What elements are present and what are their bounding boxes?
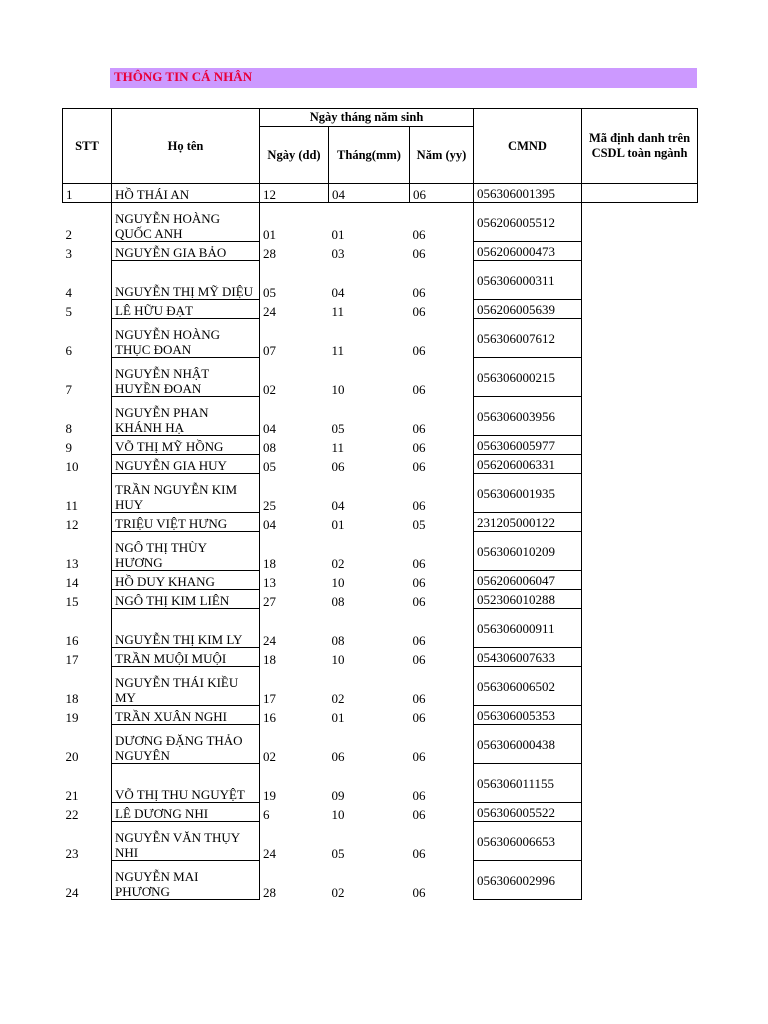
table-row — [63, 590, 698, 609]
cell-year: 06 — [412, 245, 426, 261]
cell-cmnd: 056306010209 — [474, 532, 582, 571]
cell-cmnd: 056306006502 — [474, 667, 582, 706]
header-nam: Năm (yy) — [410, 127, 474, 184]
table-row — [63, 648, 698, 667]
cell-ma-dinh-danh — [582, 706, 698, 725]
cell-month: 02 — [331, 690, 345, 706]
cell-stt: 2 — [65, 226, 72, 242]
cell-name: LÊ HỮU ĐẠT — [112, 300, 260, 319]
cell-year: 06 — [412, 497, 426, 513]
cell-name: NGUYỄN GIA BẢO — [112, 242, 260, 261]
cell-year: 06 — [412, 845, 426, 861]
cell-year: 05 — [412, 516, 426, 532]
cell-stt: 8 — [65, 420, 72, 436]
cell-name: TRẦN MUỘI MUỘI — [112, 648, 260, 667]
cell-month: 01 — [331, 226, 345, 242]
cell-name: NGUYỄN THỊ MỸ DIỆU — [112, 261, 260, 300]
cell-name: NGUYỄN NHẬT HUYỀN ĐOAN — [112, 358, 260, 397]
cell-name: NGÔ THỊ THÙY HƯƠNG — [112, 532, 260, 571]
cell-day: 24 — [263, 303, 276, 319]
cell-day: 02 — [263, 381, 276, 397]
cell-stt: 11 — [65, 497, 79, 513]
student-table — [62, 108, 698, 900]
table-row — [63, 667, 698, 706]
cell-name: NGUYỄN GIA HUY — [112, 455, 260, 474]
cell-name: NGUYỄN THÁI KIỀU MY — [112, 667, 260, 706]
cell-year: 06 — [412, 884, 426, 900]
cell-cmnd: 056306000438 — [474, 725, 582, 764]
cell-ma-dinh-danh — [582, 455, 698, 474]
cell-name: TRIỆU VIỆT HƯNG — [112, 513, 260, 532]
cell-stt: 6 — [65, 342, 72, 358]
cell-day: 05 — [263, 284, 276, 300]
cell-day: 25 — [263, 497, 276, 513]
header-ho-ten: Họ tên — [112, 109, 260, 184]
cell-year: 06 — [412, 651, 426, 667]
cell-year: 06 — [412, 381, 426, 397]
page-title: THÔNG TIN CÁ NHÂN — [114, 69, 253, 84]
cell-day: 05 — [263, 458, 276, 474]
cell-ma-dinh-danh — [582, 764, 698, 803]
table-row — [63, 319, 698, 358]
cell-month: 09 — [331, 787, 345, 803]
cell-month: 10 — [331, 381, 345, 397]
cell-month: 04 — [331, 497, 345, 513]
cell-year: 06 — [412, 787, 426, 803]
cell-month: 02 — [331, 884, 345, 900]
table-row — [63, 609, 698, 648]
cell-ma-dinh-danh — [582, 184, 698, 203]
cell-day: 08 — [263, 439, 276, 455]
cell-month: 10 — [331, 806, 345, 822]
header-cmnd: CMND — [474, 109, 582, 184]
cell-year: 06 — [412, 574, 426, 590]
cell-stt: 23 — [65, 845, 79, 861]
cell-day: 6 — [263, 806, 270, 822]
cell-ma-dinh-danh — [582, 261, 698, 300]
table-row — [63, 764, 698, 803]
cell-year: 06 — [412, 342, 426, 358]
cell-name: NGUYỄN PHAN KHÁNH HẠ — [112, 397, 260, 436]
cell-name: HỒ THÁI AN — [112, 184, 260, 203]
cell-month: 08 — [331, 632, 345, 648]
table-row — [63, 474, 698, 513]
cell-month: 01 — [331, 516, 345, 532]
cell-month: 11 — [331, 439, 345, 455]
cell-cmnd: 231205000122 — [474, 513, 582, 532]
cell-day: 28 — [263, 245, 276, 261]
title-bar — [110, 68, 697, 88]
cell-cmnd: 056306001935 — [474, 474, 582, 513]
cell-stt: 17 — [65, 651, 79, 667]
cell-stt: 5 — [65, 303, 72, 319]
cell-month: 10 — [331, 651, 345, 667]
cell-month: 06 — [331, 458, 345, 474]
header-stt: STT — [63, 109, 112, 184]
cell-name: VÕ THỊ THU NGUYỆT — [112, 764, 260, 803]
cell-cmnd: 056306007612 — [474, 319, 582, 358]
cell-year: 06 — [410, 184, 474, 203]
cell-cmnd: 056206006047 — [474, 571, 582, 590]
cell-year: 06 — [412, 458, 426, 474]
table-row — [63, 261, 698, 300]
cell-ma-dinh-danh — [582, 532, 698, 571]
cell-stt: 20 — [65, 748, 79, 764]
table-row — [63, 203, 698, 242]
cell-ma-dinh-danh — [582, 803, 698, 822]
cell-name: DƯƠNG ĐẶNG THẢO NGUYÊN — [112, 725, 260, 764]
cell-ma-dinh-danh — [582, 242, 698, 261]
table-row — [63, 861, 698, 900]
cell-ma-dinh-danh — [582, 590, 698, 609]
cell-stt: 16 — [65, 632, 79, 648]
table-row — [63, 397, 698, 436]
cell-cmnd: 056206000473 — [474, 242, 582, 261]
table-row — [63, 300, 698, 319]
cell-day: 04 — [263, 420, 276, 436]
cell-stt: 19 — [65, 709, 79, 725]
cell-name: TRẦN XUÂN NGHI — [112, 706, 260, 725]
cell-month: 01 — [331, 709, 345, 725]
cell-cmnd: 056306005522 — [474, 803, 582, 822]
cell-name: VÕ THỊ MỸ HỒNG — [112, 436, 260, 455]
cell-name: NGUYỄN MAI PHƯƠNG — [112, 861, 260, 900]
cell-stt: 3 — [65, 245, 72, 261]
cell-month: 02 — [331, 555, 345, 571]
cell-stt: 15 — [65, 593, 79, 609]
header-ngay-thang-nam-sinh: Ngày tháng năm sinh — [260, 109, 474, 127]
cell-cmnd: 056206006331 — [474, 455, 582, 474]
cell-ma-dinh-danh — [582, 609, 698, 648]
cell-year: 06 — [412, 806, 426, 822]
cell-year: 06 — [412, 748, 426, 764]
cell-name: NGUYỄN VĂN THỤY NHI — [112, 822, 260, 861]
cell-stt: 1 — [63, 184, 112, 203]
table-row — [63, 184, 698, 203]
cell-cmnd: 056306011155 — [474, 764, 582, 803]
cell-cmnd: 056306000911 — [474, 609, 582, 648]
cell-name: NGUYỄN HOÀNG THỤC ĐOAN — [112, 319, 260, 358]
cell-cmnd: 052306010288 — [474, 590, 582, 609]
table-row — [63, 532, 698, 571]
table-row — [63, 822, 698, 861]
table-row — [63, 706, 698, 725]
cell-cmnd: 054306007633 — [474, 648, 582, 667]
cell-name: NGUYỄN THỊ KIM LY — [112, 609, 260, 648]
cell-ma-dinh-danh — [582, 667, 698, 706]
cell-ma-dinh-danh — [582, 474, 698, 513]
cell-name: NGÔ THỊ KIM LIÊN — [112, 590, 260, 609]
cell-day: 07 — [263, 342, 276, 358]
cell-cmnd: 056306002996 — [474, 861, 582, 900]
table-row — [63, 803, 698, 822]
table-row — [63, 725, 698, 764]
cell-cmnd: 056306003956 — [474, 397, 582, 436]
cell-cmnd: 056306000215 — [474, 358, 582, 397]
cell-cmnd: 056306005977 — [474, 436, 582, 455]
cell-ma-dinh-danh — [582, 571, 698, 590]
cell-stt: 14 — [65, 574, 79, 590]
cell-month: 11 — [331, 303, 345, 319]
cell-year: 06 — [412, 226, 426, 242]
cell-day: 24 — [263, 845, 276, 861]
cell-day: 12 — [260, 184, 329, 203]
cell-year: 06 — [412, 632, 426, 648]
cell-year: 06 — [412, 709, 426, 725]
cell-cmnd: 056306001395 — [474, 184, 582, 203]
cell-ma-dinh-danh — [582, 513, 698, 532]
cell-month: 04 — [329, 184, 410, 203]
cell-stt: 12 — [65, 516, 79, 532]
cell-day: 18 — [263, 555, 276, 571]
cell-month: 08 — [331, 593, 345, 609]
cell-ma-dinh-danh — [582, 300, 698, 319]
cell-month: 11 — [331, 342, 345, 358]
cell-stt: 21 — [65, 787, 79, 803]
cell-day: 24 — [263, 632, 276, 648]
cell-day: 04 — [263, 516, 276, 532]
table-row — [63, 436, 698, 455]
cell-ma-dinh-danh — [582, 397, 698, 436]
cell-day: 28 — [263, 884, 276, 900]
cell-month: 06 — [331, 748, 345, 764]
cell-day: 13 — [263, 574, 276, 590]
cell-name: LÊ DƯƠNG NHI — [112, 803, 260, 822]
header-ma-dinh-danh: Mã định danh trên CSDL toàn ngành — [582, 109, 698, 184]
cell-month: 03 — [331, 245, 345, 261]
cell-cmnd: 056206005639 — [474, 300, 582, 319]
cell-day: 27 — [263, 593, 276, 609]
cell-ma-dinh-danh — [582, 436, 698, 455]
table-row — [63, 242, 698, 261]
cell-stt: 13 — [65, 555, 79, 571]
cell-stt: 24 — [65, 884, 79, 900]
cell-month: 04 — [331, 284, 345, 300]
cell-ma-dinh-danh — [582, 861, 698, 900]
cell-year: 06 — [412, 690, 426, 706]
cell-year: 06 — [412, 439, 426, 455]
cell-cmnd: 056306006653 — [474, 822, 582, 861]
cell-year: 06 — [412, 420, 426, 436]
table-row — [63, 571, 698, 590]
cell-year: 06 — [412, 593, 426, 609]
cell-month: 05 — [331, 845, 345, 861]
cell-day: 19 — [263, 787, 276, 803]
cell-month: 05 — [331, 420, 345, 436]
table-row — [63, 513, 698, 532]
cell-ma-dinh-danh — [582, 358, 698, 397]
cell-ma-dinh-danh — [582, 319, 698, 358]
cell-year: 06 — [412, 303, 426, 319]
cell-day: 16 — [263, 709, 276, 725]
cell-stt: 7 — [65, 381, 72, 397]
header-ngay: Ngày (dd) — [260, 127, 329, 184]
header-thang: Tháng(mm) — [329, 127, 410, 184]
cell-day: 18 — [263, 651, 276, 667]
cell-day: 01 — [263, 226, 276, 242]
cell-day: 17 — [263, 690, 276, 706]
cell-year: 06 — [412, 555, 426, 571]
cell-ma-dinh-danh — [582, 822, 698, 861]
cell-cmnd: 056206005512 — [474, 203, 582, 242]
cell-month: 10 — [331, 574, 345, 590]
cell-name: HỒ DUY KHANG — [112, 571, 260, 590]
cell-name: NGUYỄN HOÀNG QUỐC ANH — [112, 203, 260, 242]
table-row — [63, 358, 698, 397]
cell-cmnd: 056306000311 — [474, 261, 582, 300]
cell-ma-dinh-danh — [582, 648, 698, 667]
cell-stt: 9 — [65, 439, 72, 455]
table-row — [63, 455, 698, 474]
cell-year: 06 — [412, 284, 426, 300]
cell-stt: 10 — [65, 458, 79, 474]
cell-stt: 4 — [65, 284, 72, 300]
cell-ma-dinh-danh — [582, 203, 698, 242]
cell-ma-dinh-danh — [582, 725, 698, 764]
cell-stt: 18 — [65, 690, 79, 706]
table-body — [63, 184, 698, 900]
cell-cmnd: 056306005353 — [474, 706, 582, 725]
cell-stt: 22 — [65, 806, 79, 822]
cell-day: 02 — [263, 748, 276, 764]
cell-name: TRẦN NGUYỄN KIM HUY — [112, 474, 260, 513]
